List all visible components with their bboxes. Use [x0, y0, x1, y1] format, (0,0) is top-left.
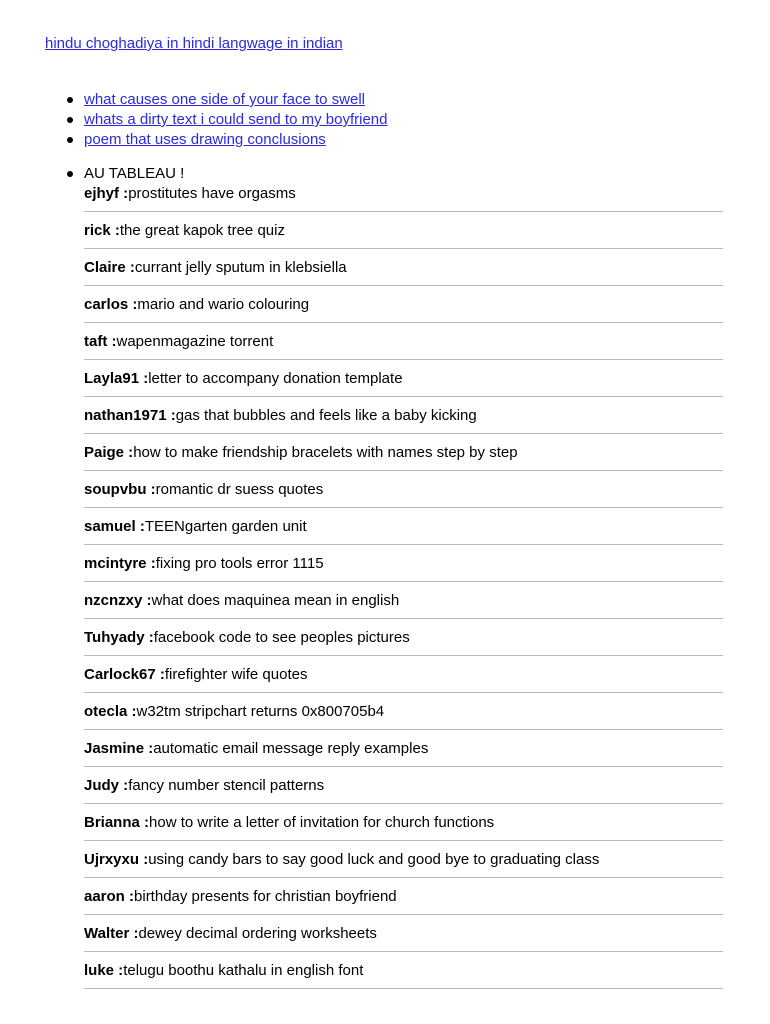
entry-author: ejhyf : — [84, 185, 129, 202]
entry-text: automatic email message reply examples — [153, 740, 429, 757]
entry-text: romantic dr suess quotes — [155, 481, 324, 498]
table-row — [84, 517, 723, 545]
entry-text: letter to accompany donation template — [148, 370, 403, 387]
tableau-section — [45, 164, 735, 989]
entry-author: Claire : — [84, 259, 135, 276]
table-row — [84, 258, 723, 286]
entry-text: w32tm stripchart returns 0x800705b4 — [136, 703, 385, 720]
entry-author: Tuhyady : — [84, 629, 154, 646]
table-row — [84, 184, 723, 212]
table-row — [84, 813, 723, 841]
table-row — [84, 665, 723, 693]
table-row — [84, 961, 723, 989]
entry-author: otecla : — [84, 703, 137, 720]
entry-text: mario and wario colouring — [137, 296, 310, 313]
link-poem[interactable]: poem that uses drawing conclusions — [84, 131, 326, 148]
entry-text: fixing pro tools error 1115 — [155, 555, 324, 572]
entry-text: the great kapok tree quiz — [119, 222, 285, 239]
entry-author: mcintyre : — [84, 555, 156, 572]
table-row — [84, 924, 723, 952]
bullet-icon — [67, 117, 73, 123]
table-row — [84, 221, 723, 249]
entry-text: using candy bars to say good luck and good bye to graduating class — [148, 851, 600, 868]
entry-author: nathan1971 : — [84, 407, 176, 424]
entry-author: soupvbu : — [84, 481, 156, 498]
link-dirty-text[interactable]: whats a dirty text i could send to my boyfriend — [84, 111, 388, 128]
entry-author: rick : — [84, 222, 120, 239]
entry-author: Judy : — [84, 777, 129, 794]
entry-list — [84, 184, 735, 989]
entry-text: dewey decimal ordering worksheets — [138, 925, 377, 942]
table-row — [84, 591, 723, 619]
page-content — [45, 34, 735, 998]
entry-author: taft : — [84, 333, 117, 350]
table-row — [84, 776, 723, 804]
table-row — [84, 443, 723, 471]
table-row — [84, 295, 723, 323]
entry-author: nzcnzxy : — [84, 592, 152, 609]
entry-text: telugu boothu kathalu in english font — [123, 962, 364, 979]
table-row — [84, 406, 723, 434]
entry-author: Carlock67 : — [84, 666, 165, 683]
table-row — [84, 628, 723, 656]
bullet-icon — [67, 171, 73, 177]
entry-author: Walter : — [84, 925, 139, 942]
list-item — [45, 110, 735, 130]
entry-text: gas that bubbles and feels like a baby kicking — [175, 407, 477, 424]
bullet-icon — [67, 137, 73, 143]
entry-text: prostitutes have orgasms — [128, 185, 296, 202]
table-row — [84, 480, 723, 508]
entry-author: luke : — [84, 962, 124, 979]
entry-text: what does maquinea mean in english — [151, 592, 400, 609]
tableau-title: AU TABLEAU ! — [84, 165, 185, 182]
table-row — [84, 332, 723, 360]
list-item — [45, 90, 735, 110]
entry-text: how to write a letter of invitation for church functions — [149, 814, 495, 831]
link-list — [45, 90, 735, 150]
table-row — [84, 702, 723, 730]
entry-author: samuel : — [84, 518, 145, 535]
entry-text: facebook code to see peoples pictures — [153, 629, 410, 646]
entry-text: currant jelly sputum in klebsiella — [134, 259, 347, 276]
entry-text: firefighter wife quotes — [164, 666, 308, 683]
entry-author: Jasmine : — [84, 740, 154, 757]
table-row — [84, 739, 723, 767]
top-link[interactable]: hindu choghadiya in hindi langwage in indian — [45, 35, 343, 52]
link-swell[interactable]: what causes one side of your face to swell — [84, 91, 365, 108]
entry-author: Layla91 : — [84, 370, 149, 387]
entry-text: how to make friendship bracelets with names step by step — [133, 444, 518, 461]
table-row — [84, 850, 723, 878]
entry-author: aaron : — [84, 888, 135, 905]
entry-author: Paige : — [84, 444, 134, 461]
table-row — [84, 369, 723, 397]
entry-text: TEENgarten garden unit — [144, 518, 307, 535]
table-row — [84, 887, 723, 915]
entry-text: wapenmagazine torrent — [116, 333, 274, 350]
list-item — [45, 130, 735, 150]
entry-text: fancy number stencil patterns — [128, 777, 325, 794]
entry-text: birthday presents for christian boyfriend — [134, 888, 397, 905]
table-row — [84, 554, 723, 582]
entry-author: Brianna : — [84, 814, 150, 831]
entry-author: carlos : — [84, 296, 138, 313]
entry-author: Ujrxyxu : — [84, 851, 149, 868]
bullet-icon — [67, 97, 73, 103]
